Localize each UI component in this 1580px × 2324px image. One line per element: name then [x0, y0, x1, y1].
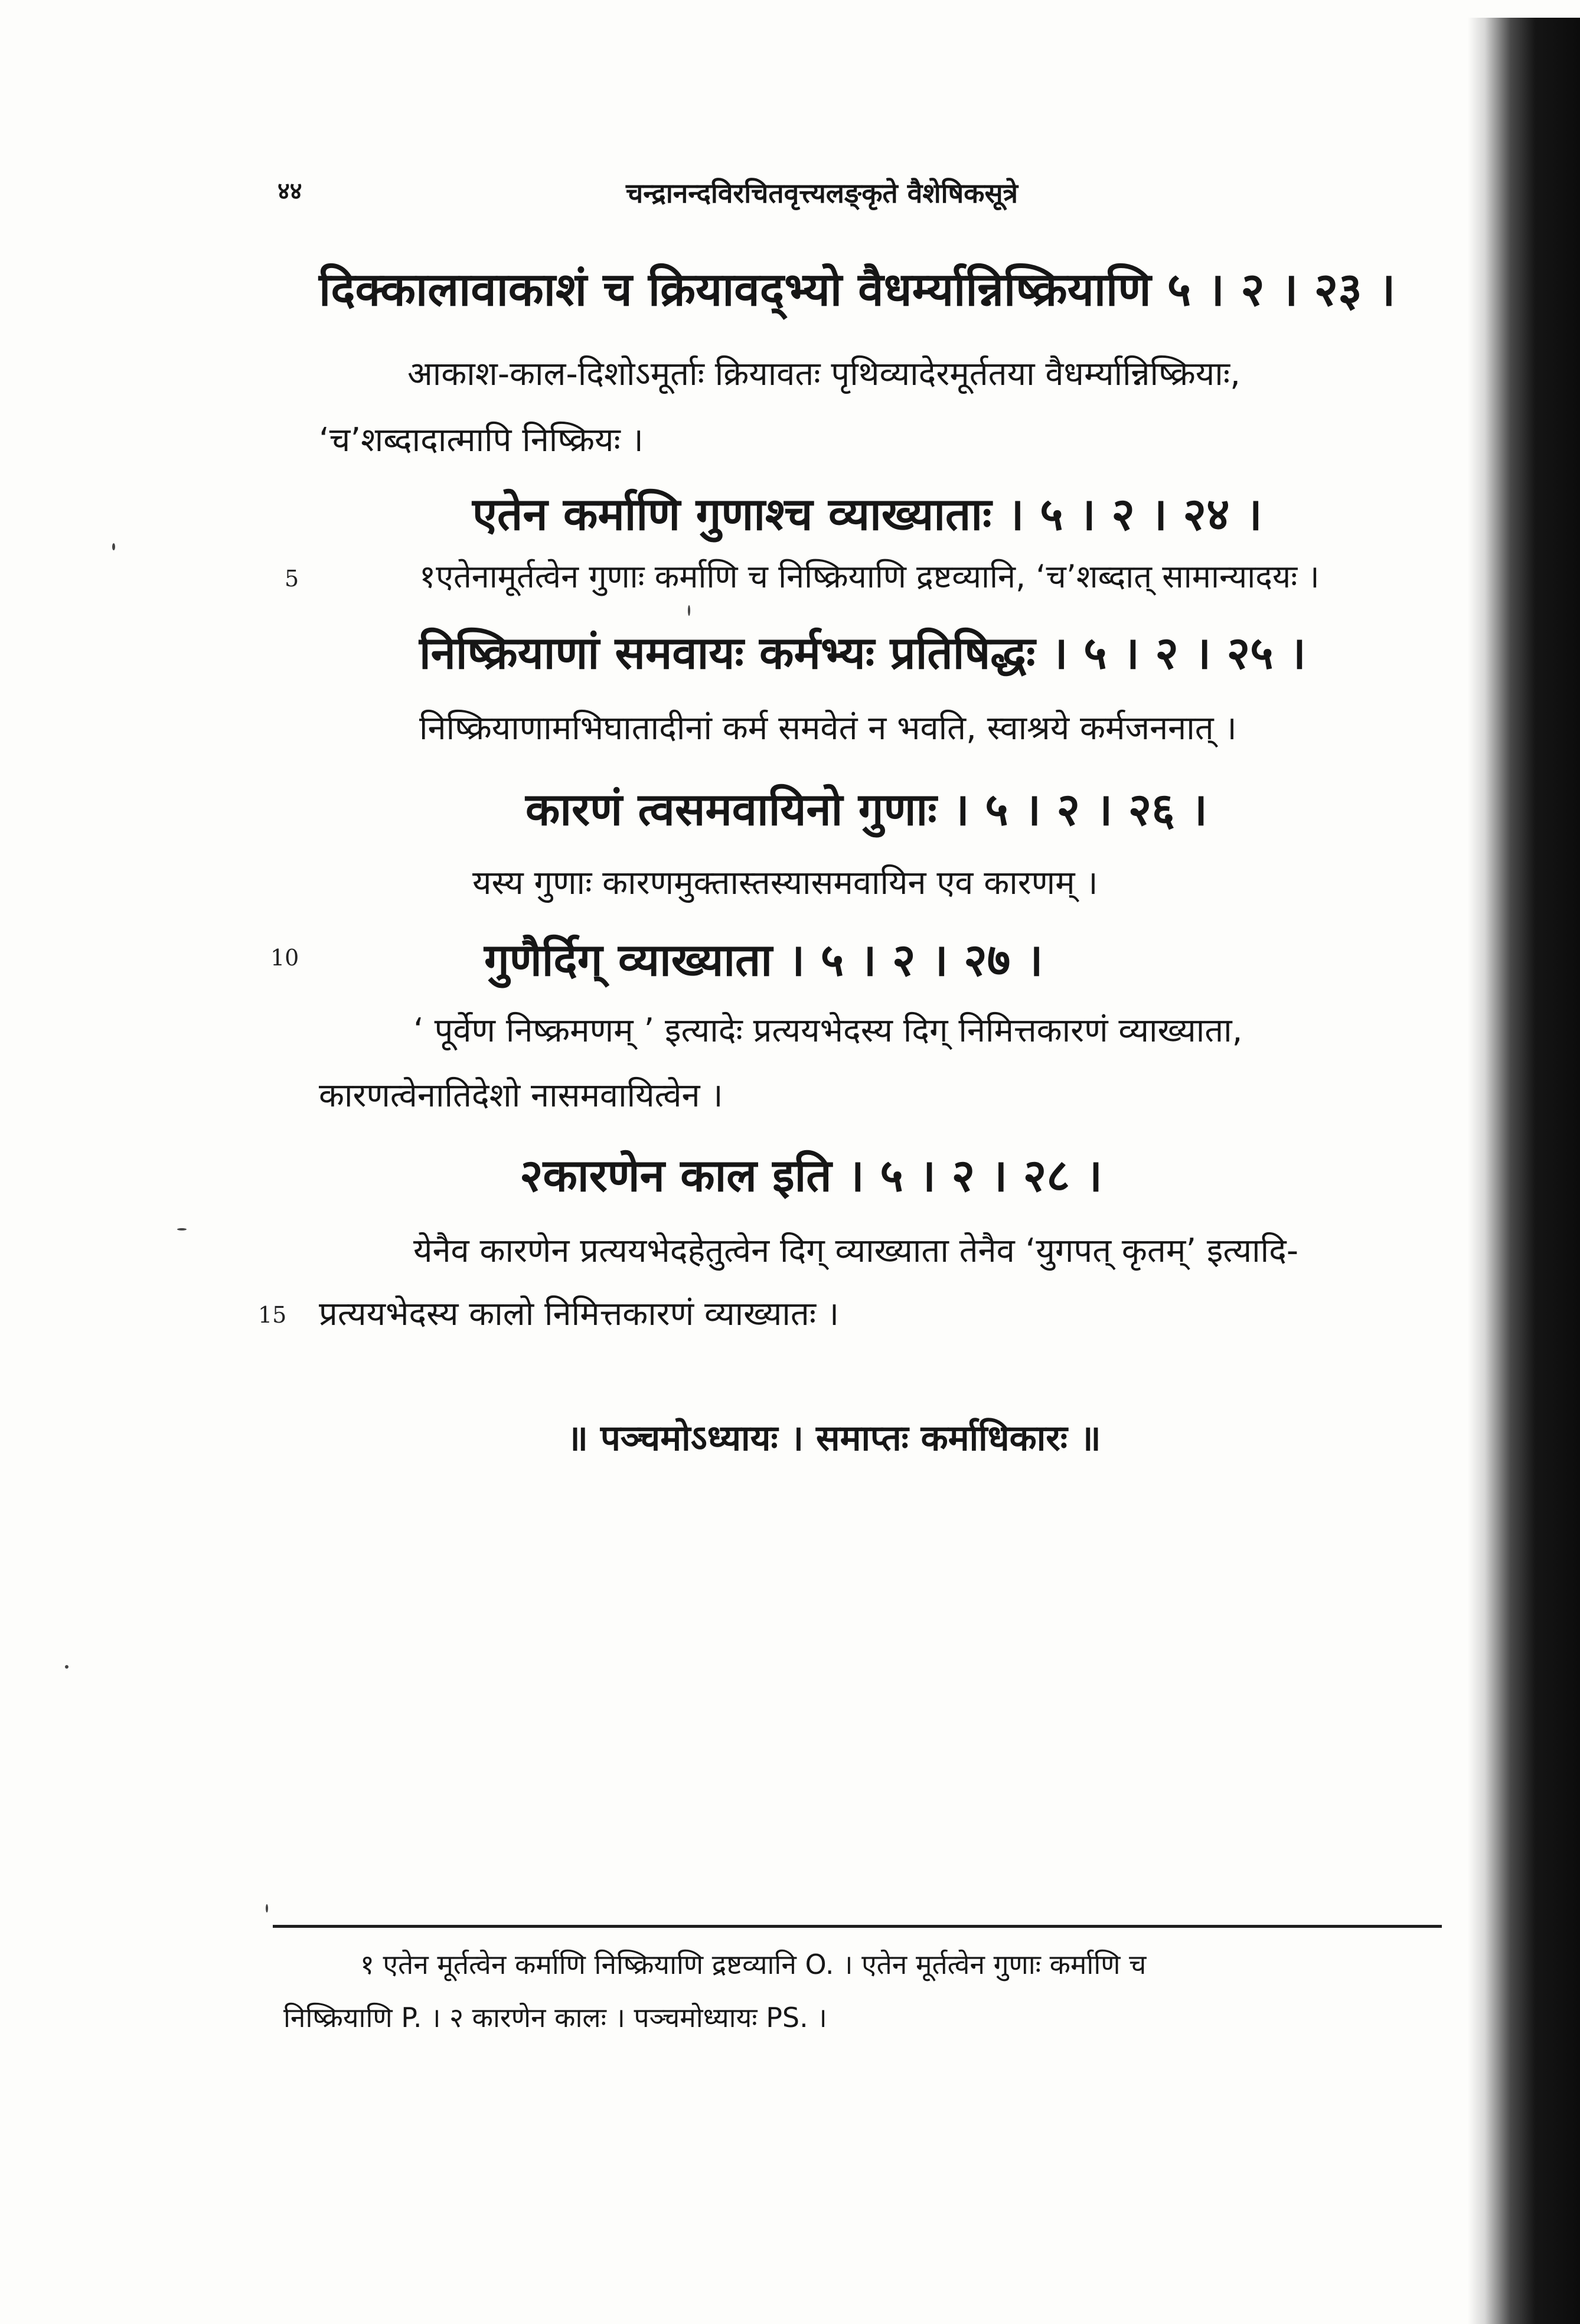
sutra-5-2-27: गुणैर्दिग् व्याख्याता । ५ । २ । २७ ।: [484, 933, 1043, 986]
commentary-line: निष्क्रियाणामभिघातादीनां कर्म समवेतं न भवति, स्वाश्रये कर्मजननात् ।: [419, 709, 1237, 748]
scan-speck: [266, 1904, 268, 1912]
sutra-5-2-26: कारणं त्वसमवायिनो गुणाः । ५ । २ । २६ ।: [525, 783, 1208, 835]
line-number: 15: [258, 1302, 287, 1328]
scan-speck: [112, 543, 115, 550]
commentary-line: कारणत्वेनातिदेशो नासमवायित्वेन ।: [319, 1076, 723, 1115]
footnote-rule: [273, 1925, 1442, 1928]
commentary-line: ‘च’शब्दादात्मापि निष्क्रियः ।: [319, 421, 644, 459]
commentary-line: १एतेनामूर्तत्वेन गुणाः कर्माणि च निष्क्रियाणि द्रष्टव्यानि, ‘च’शब्दात् सामान्यादयः ।: [419, 558, 1320, 595]
commentary-line: ‘ पूर्वेण निष्क्रमणम् ’ इत्यादेः प्रत्ययभेदस्य दिग् निमित्तकारणं व्याख्याता,: [413, 1011, 1243, 1050]
footnote-line: १ एतेन मूर्तत्वेन कर्माणि निष्क्रियाणि द्रष्टव्यानि O. । एतेन मूर्तत्वेन गुणाः कर्माणि च: [360, 1948, 1147, 1980]
running-title: चन्द्रानन्दविरचितवृत्त्यलङ्कृते वैशेषिकसूत्रे: [626, 177, 1018, 209]
scan-speck: [65, 1665, 68, 1669]
sutra-5-2-25: निष्क्रियाणां समवायः कर्मभ्यः प्रतिषिद्धः । ५ । २ । २५ ।: [419, 626, 1306, 679]
page-number: ४४: [278, 178, 302, 205]
commentary-line: आकाश-काल-दिशोऽमूर्ताः क्रियावतः पृथिव्यादेरमूर्ततया वैधर्म्यान्निष्क्रियाः,: [407, 355, 1241, 393]
scan-speck: [688, 605, 690, 616]
line-number: 10: [270, 945, 299, 971]
chapter-end: ॥ पञ्चमोऽध्यायः । समाप्तः कर्माधिकारः ॥: [567, 1418, 1101, 1459]
commentary-line: यस्य गुणाः कारणमुक्तास्तस्यासमवायिन एव कारणम् ।: [472, 864, 1098, 902]
commentary-line: येनैव कारणेन प्रत्ययभेदहेतुत्वेन दिग् व्याख्याता तेनैव ‘युगपत् कृतम्’ इत्यादि-: [413, 1232, 1299, 1270]
footnote-line: निष्क्रियाणि P. । २ कारणेन कालः । पञ्चमोध्यायः PS. ।: [283, 2002, 827, 2034]
sutra-5-2-28: २कारणेन काल इति । ५ । २ । २८ ।: [520, 1149, 1103, 1202]
scan-speck: [177, 1228, 187, 1230]
line-number: 5: [285, 566, 299, 592]
sutra-5-2-23: दिक्कालावाकाशं च क्रियावद्भ्यो वैधर्म्यान्निष्क्रियाणि ५ । २ । २३ ।: [319, 263, 1396, 316]
binding-edge-top: [1468, 0, 1580, 18]
sutra-5-2-24: एतेन कर्माणि गुणाश्च व्याख्याताः । ५ । २ । २४ ।: [472, 488, 1262, 540]
commentary-line: प्रत्ययभेदस्य कालो निमित्तकारणं व्याख्यातः ।: [319, 1295, 840, 1333]
book-binding-shadow: [1468, 18, 1580, 2324]
